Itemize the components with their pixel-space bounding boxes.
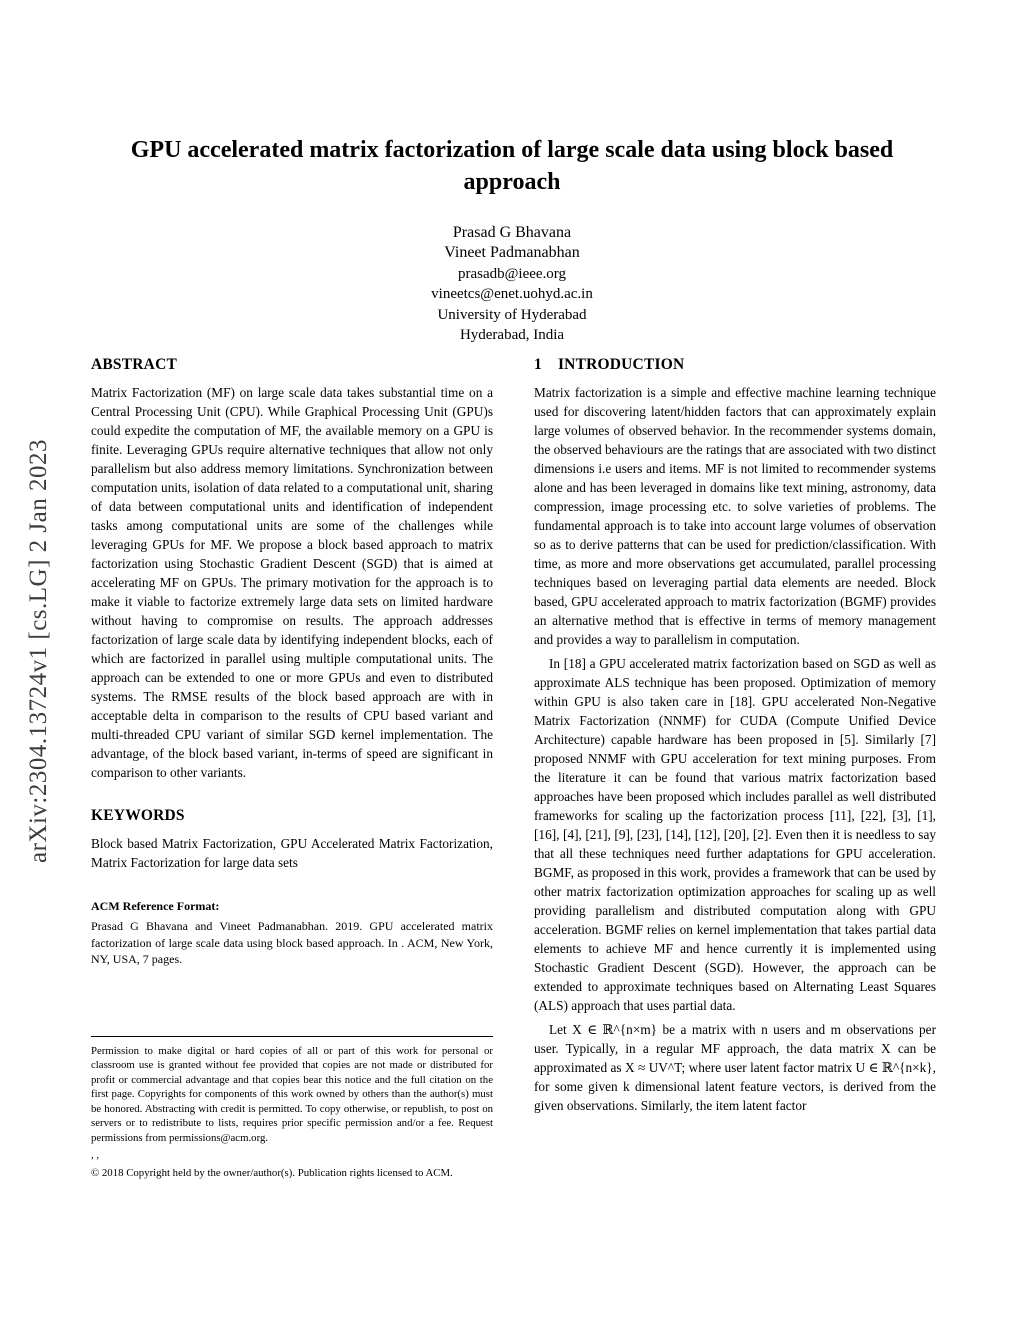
- copyright-text: © 2018 Copyright held by the owner/author(s). Publication rights licensed to ACM.: [91, 1166, 453, 1179]
- section-title: INTRODUCTION: [557, 356, 685, 373]
- two-column-body: [91, 356, 937, 1180]
- intro-paragraph-1: Matrix factorization is a simple and effective machine learning technique used for discovering latent/hidden factors that can approximately explain large volumes of observed behavior. In the recommender systems domain, the observed behaviours are the ratings that are associated with two distinct dimensions i.e users and items. MF is not limited to recommender systems alone and has been leveraged in domains like text mining, astronomy, data compression, image processing etc. to solve varieties of problems. The fundamental approach is to take into account large volumes of observation so as to derive patterns that can be used for prediction/classification. With time, as more and more observations get accumulated, parallel processing techniques based on leveraging partial data elements are needed. Block based, GPU accelerated approach to matrix factorization (BGMF) provides an alternative method that is effective in terms of memory management and provides a way to parallelism in computation.: [534, 385, 936, 647]
- arxiv-watermark: arXiv:2304.13724v1 [cs.LG] 2 Jan 2023: [25, 439, 52, 863]
- author-name-1: Prasad G Bhavana: [452, 223, 572, 241]
- acm-reference-heading: ACM Reference Format:: [91, 899, 220, 913]
- conference-placeholder: , ,: [91, 1149, 100, 1161]
- introduction-heading: [534, 356, 936, 374]
- abstract-text: Matrix Factorization (MF) on large scale data takes substantial time on a Central Processing Unit (CPU). While Graphical Processing Unit (GPU)s could expedite the computation of MF, the available memory on a GPU is finite. Leveraging GPUs require alternative techniques that allow not only parallelism but also address memory limitations. Synchronization between computation units, isolation of data related to a computational unit, sharing of data between computational units and identification of independent tasks among computational units are some of the challenges while leveraging GPUs for MF. We propose a block based approach to matrix factorization using Stochastic Gradient Descent (SGD) that is aimed at accelerating MF on GPUs. The primary motivation for the approach is to make it viable to factorize extremely large data sets on limited hardware without having to compromise on results. The approach addresses factorization of large scale data by identifying independent blocks, each of which are factorized in parallel using multiple computational units. The approach can be extended to one or more GPUs and even to distributed systems. The RMSE results of the block based approach are with in acceptable delta in comparison to the results of CPU based variant and multi-threaded CPU variant of similar SGD kernel implementation. The advantage, of the block based variant, in-terms of speed are significant in comparison to other variants.: [91, 385, 493, 780]
- author-email-2: vineetcs@enet.uohyd.ac.in: [431, 286, 593, 303]
- author-name-2: Vineet Padmanabhan: [444, 244, 580, 262]
- intro-paragraph-3: Let X ∈ ℝ^{n×m} be a matrix with n users and m observations per user. Typically, in a regular MF approach, the data matrix X can be approximated as X ≈ UV^T; where user latent factor matrix U ∈ ℝ^{n×k}, for some given k dimensional latent feature vectors, is derived from the given observations. Similarly, the item latent factor: [534, 1022, 936, 1113]
- affiliation: University of Hyderabad: [437, 306, 587, 323]
- permission-text: Permission to make digital or hard copies of all or part of this work for personal or classroom use is granted without fee provided that copies are not made or distributed for profit or commercial advantage and that copies bear this notice and the full citation on the first page. Copyrights for components of this work owned by others than the author(s) must be honored. Abstracting with credit is permitted. To copy otherwise, or republish, to post on servers or to redistribute to lists, requires prior specific permission and/or a fee. Request permissions from permissions@acm.org.: [91, 1044, 493, 1144]
- keywords-text: Block based Matrix Factorization, GPU Accelerated Matrix Factorization, Matrix Factorization for large data sets: [91, 836, 493, 870]
- right-column: [534, 356, 936, 1180]
- footnote-block: [91, 1036, 493, 1181]
- left-column: [91, 356, 493, 1180]
- keywords-heading: KEYWORDS: [91, 807, 185, 824]
- paper-header: [0, 134, 1024, 346]
- section-number: 1: [534, 356, 542, 373]
- affiliation-location: Hyderabad, India: [459, 327, 565, 344]
- acm-reference-text: Prasad G Bhavana and Vineet Padmanabhan. 2019. GPU accelerated matrix factorization of large scale data using block based approach. In . ACM, New York, NY, USA, 7 pages.: [91, 919, 493, 966]
- author-email-1: prasadb@ieee.org: [457, 265, 567, 282]
- abstract-heading: ABSTRACT: [91, 356, 178, 373]
- paper-title: GPU accelerated matrix factorization of large scale data using block based approach: [130, 137, 894, 196]
- authors-block: [0, 223, 1024, 346]
- intro-paragraph-2: In [18] a GPU accelerated matrix factorization based on SGD as well as approximate ALS technique has been proposed. Optimization of memory within GPU is also taken care in [18]. GPU accelerated Non-Negative Matrix Factorization (NNMF) for CUDA (Compute Unified Device Architecture) capable hardware has been proposed in [5]. Similarly [7] proposed NNMF with GPU acceleration for text mining purposes. From the literature it can be found that various matrix factorization based approaches have been proposed which includes parallel as well distributed frameworks for scaling up the factorization process [11], [22], [3], [1], [16], [4], [21], [9], [23], [14], [12], [20], [2]. Even then it is needless to say that all these techniques need further adaptations for GPU acceleration. BGMF, as proposed in this work, provides a framework that can be used by other matrix factorization optimization approaches for scaling up as well providing parallelism and distributed computation along with GPU acceleration. BGMF relies on kernel implementation that takes partial data elements to achieve MF and hence currently it is implemented using Stochastic Gradient Descent (SGD). However, the approach can be extended to approximate techniques based on Alternating Least Squares (ALS) approach that uses partial data.: [534, 656, 936, 1013]
